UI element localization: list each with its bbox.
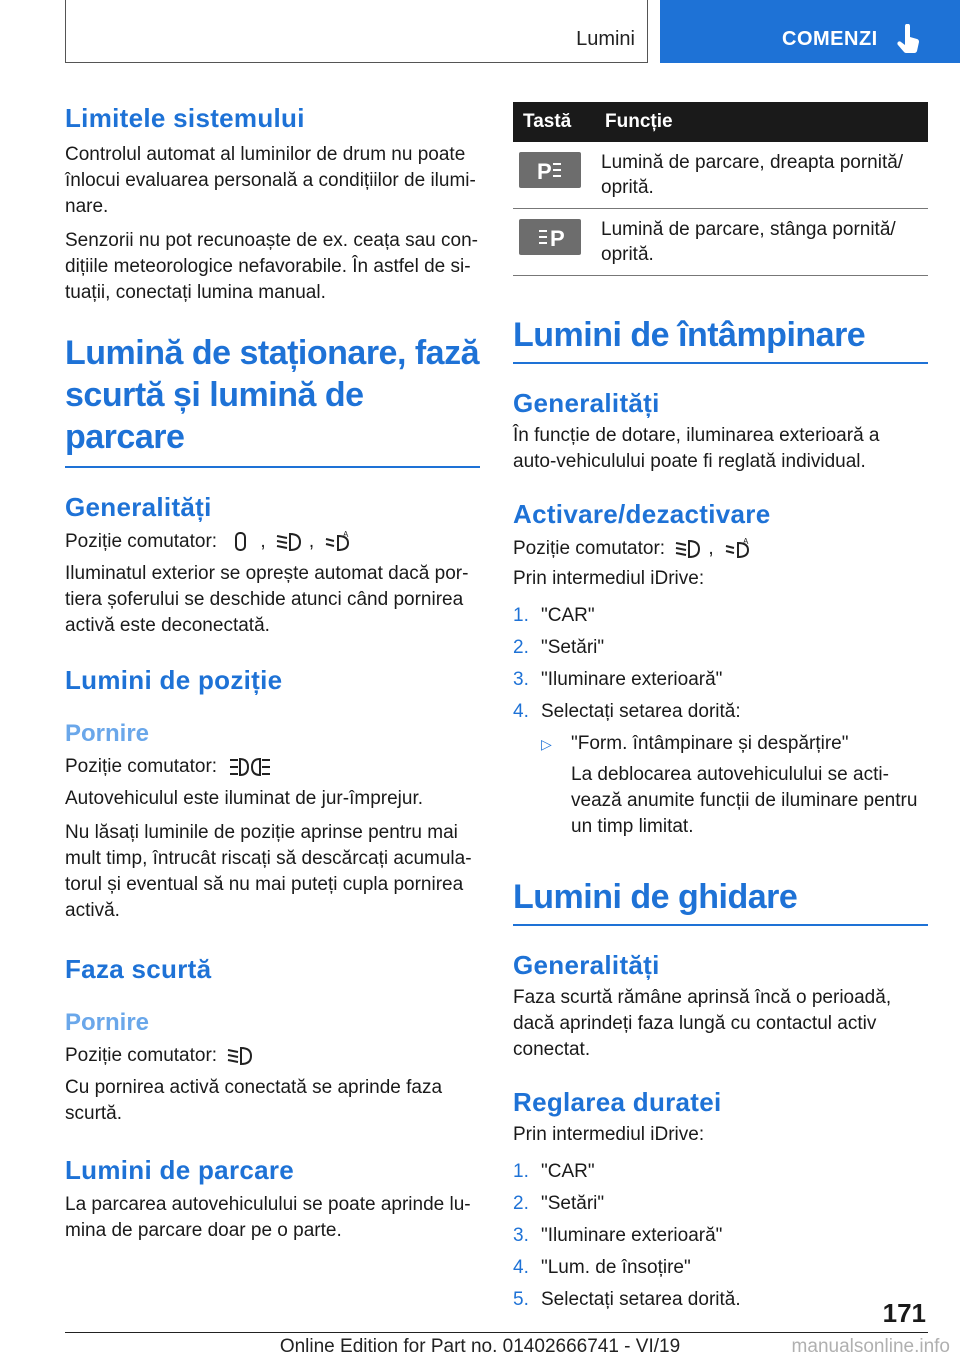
light-switch-zero-icon [226,530,256,554]
table-row [513,142,928,209]
key-function-table [513,102,928,276]
position-lights-icon [226,755,274,779]
duration-steps [513,1156,928,1316]
position-paragraph-1: Autovehiculul este iluminat de jur-împrejur. [65,788,424,809]
hand-pointer-icon [896,24,922,56]
parking-lights-heading: Lumini de parcare [65,1155,295,1185]
main-heading: Lumină de staționare, fază scurtă și lumină de parcare [65,334,479,456]
list-item: 2. "Setări" [513,1193,605,1214]
svg-text:A: A [343,529,349,539]
table-header-row [513,102,928,142]
welcome-general-paragraph: În funcție de dotare, iluminarea exterioară a auto-vehiculului poate fi reglată individual. [513,425,880,472]
triangle-bullet-icon: ▷ [541,736,552,752]
section-title: Lumini [576,28,635,50]
list-item: 5. Selectați setarea dorită. [513,1289,741,1310]
svg-text:A: A [742,536,749,546]
auto-light-icon [723,537,753,561]
limits-heading: Limitele sistemului [65,103,305,133]
guide-heading: Lumini de ghidare [513,878,798,916]
list-item: 4. Selectați setarea dorită: [513,701,741,722]
duration-heading: Reglarea duratei [513,1087,722,1117]
parking-paragraph: La parcarea autovehiculului se poate aprinde lu-mina de parcare doar pe o parte. [65,1194,471,1241]
duration-idrive: Prin intermediul iDrive: [513,1124,705,1145]
guide-paragraph: Faza scurtă rămâne aprinsă încă o perioadă, dacă aprindeți faza lungă cu contactul activ conectat. [513,987,892,1060]
welcome-general-heading: Generalități [513,388,660,418]
auto-light-icon [323,530,353,554]
list-item: 3. "Iluminare exterioară" [513,669,723,690]
header-section-box [65,0,648,63]
list-item: 2. "Setări" [513,637,605,658]
position-switch-line [65,754,480,780]
guide-general-heading: Generalități [513,950,660,980]
list-item: 1. "CAR" [513,1161,595,1182]
right-column [513,100,928,1316]
sub-list-note: La deblocarea autovehiculului se acti-vează anumite funcții de iluminare pentru un timp limitat. [571,764,918,837]
general-switch-line: Poziție comutator: , , A [65,529,480,555]
watermark: manualsonline.info [791,1336,950,1357]
list-item: 3. "Iluminare exterioară" [513,1225,723,1246]
low-beam-icon [674,537,704,561]
activation-idrive: Prin intermediul iDrive: [513,568,705,589]
parking-light-left-icon [519,219,581,255]
welcome-heading: Lumini de întâmpinare [513,316,866,354]
position-lights-subheading: Pornire [65,720,150,747]
parking-light-right-icon [519,152,581,188]
general-heading: Generalități [65,492,212,522]
low-beam-heading: Faza scurtă [65,954,212,984]
activation-switch-line: Poziție comutator: , A [513,536,928,562]
table-row [513,209,928,276]
page-number: 171 [882,1298,926,1328]
list-item: 4. "Lum. de însoțire" [513,1257,691,1278]
switch-label: Poziție comutator: [65,531,218,552]
switch-label: Poziție comutator: [65,1045,218,1066]
left-column [65,100,480,1244]
table-cell: Lumină de parcare, stânga pornită/ oprită. [595,209,928,276]
limits-paragraph-1: Controlul automat al luminilor de drum nu poate înlocui evaluarea personală a condițiilor de ilumi-nare. [65,144,476,217]
limits-paragraph-2: Senzorii nu pot recunoaște de ex. ceața sau con-dițiile meteorologice nefavorabile. În astfel de si-tuații, conectați lumina manual. [65,230,478,303]
low-beam-switch-line [65,1043,480,1069]
tab-comenzi[interactable] [660,0,960,63]
heading-rule [513,362,928,364]
heading-rule [513,924,928,926]
list-item: 1. "CAR" [513,605,595,626]
low-beam-icon [226,1044,256,1068]
footer-edition: Online Edition for Part no. 01402666741 - VI/19 [279,1336,681,1357]
general-paragraph: Iluminatul exterior se oprește automat dacă por-tiera șoferului se deschide atunci când pornirea activă este deconectată. [65,563,469,636]
position-paragraph-2: Nu lăsați luminile de poziție aprinse pentru mai mult timp, întrucât riscați să descărcați acumula-torul și eventual să nu mai puteți cupla pornirea activă. [65,822,472,921]
svg-text:P: P [537,159,552,184]
table-header-key: Tastă [513,102,595,142]
low-beam-subheading: Pornire [65,1009,150,1036]
sub-list-item: ▷ "Form. întâmpinare și despărțire" [513,728,928,760]
activation-heading: Activare/dezactivare [513,499,771,529]
svg-text:P: P [550,226,565,251]
switch-label: Poziție comutator: [65,756,218,777]
low-beam-icon [275,530,305,554]
table-cell: Lumină de parcare, dreapta pornită/ oprită. [595,142,928,209]
switch-label: Poziție comutator: [513,538,666,559]
footer-rule [65,1332,928,1333]
tab-label: COMENZI [782,28,878,50]
position-lights-heading: Lumini de poziție [65,665,283,695]
table-header-function: Funcție [595,102,928,142]
activation-steps [513,600,928,840]
heading-rule [65,466,480,468]
low-beam-paragraph: Cu pornirea activă conectată se aprinde faza scurtă. [65,1077,443,1124]
